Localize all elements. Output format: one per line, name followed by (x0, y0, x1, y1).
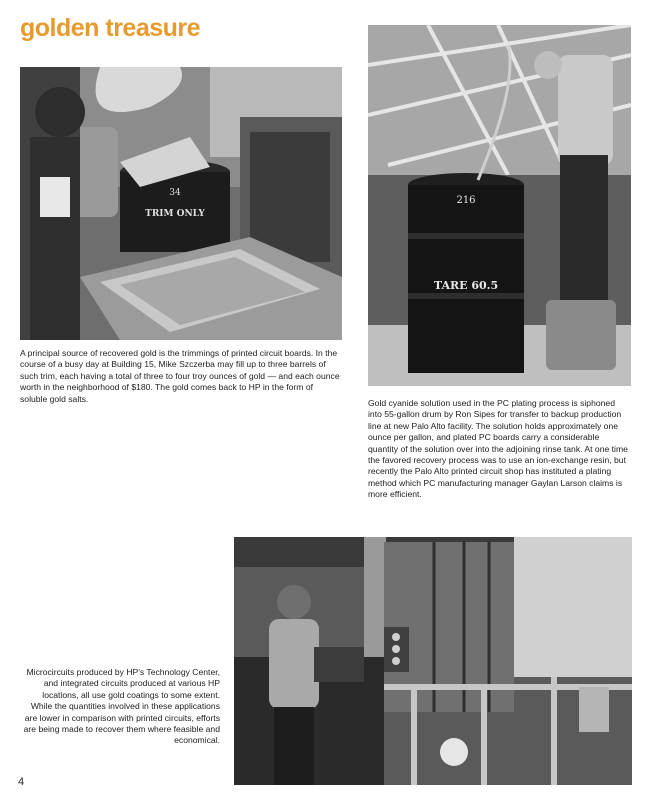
page-number: 4 (18, 776, 25, 788)
drum-label: TARE 60.5 (433, 279, 499, 292)
photo-microcircuits-plant (234, 537, 632, 785)
caption-gold-drum: Gold cyanide solution used in the PC plating process is siphoned into 55-gallon drum by Ron Sipes for transfer to backup production line at new Palo Alto facility. The solution holds approximately one ounce per gallon, and plated PC boards carry a considerable quantity of the solution over into the adjoining rinse tank. At one time the favored recovery process was to use an ion-exchange resin, but recently the Palo Alto printed circuit shop has instituted a plating method which PC manufacturing manager Gaylan Larson claims is more efficient. (368, 398, 628, 500)
caption-trim-barrels: A principal source of recovered gold is the trimmings of printed circuit boards. In the course of a busy day at Building 15, Mike Szczerba may fill up to three barrels of such trim, each having a total of three to four troy ounces of gold — and each ounce worth in the neighborhood of $180. The gold comes back to HP in the form of soluble gold salts. (20, 348, 340, 404)
photo-gold-drum (368, 25, 631, 386)
drum-number: 216 (456, 195, 476, 206)
page-title: golden treasure (20, 14, 201, 42)
photo-trim-barrels (20, 67, 342, 340)
barrel-number: 34 (169, 188, 181, 198)
barrel-label: TRIM ONLY (145, 209, 205, 219)
caption-microcircuits: Microcircuits produced by HP's Technology Center, and integrated circuits produced at various HP locations, all use gold coatings to some extent. While the quantities involved in these applications are lower in comparison with printed circuits, efforts are being made to recover them where feasible and economical. (23, 667, 220, 746)
